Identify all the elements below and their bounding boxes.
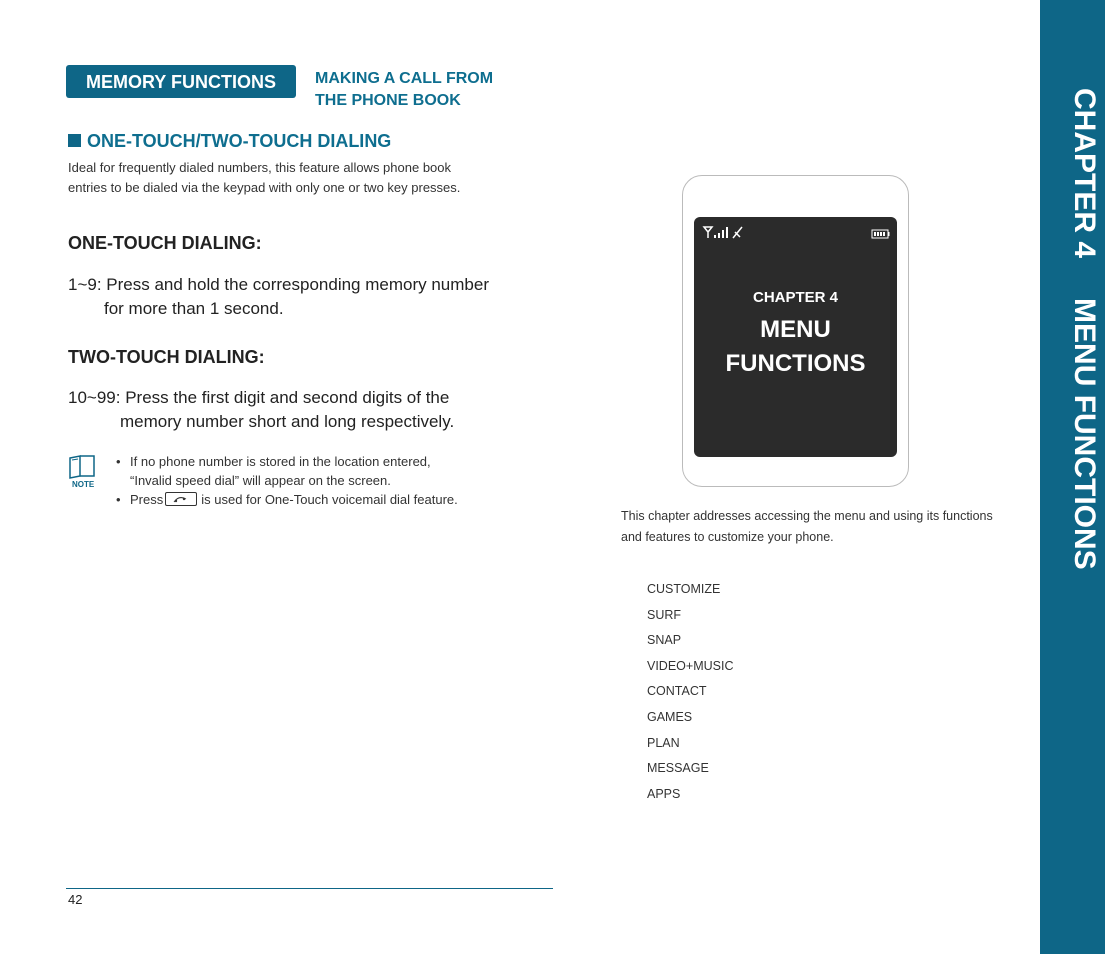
chapter-description: This chapter addresses accessing the menu and using its functions and features to customize your phone.	[621, 509, 993, 544]
menu-list-item: VIDEO+MUSIC	[647, 658, 734, 673]
one-touch-prefix: 1~9:	[68, 275, 102, 294]
menu-list-item: APPS	[647, 786, 681, 801]
feature-heading-text: ONE-TOUCH/TWO-TOUCH DIALING	[87, 131, 392, 151]
note-text-1: If no phone number is stored in the location entered, “Invalid speed dial” will appear on the screen.	[130, 454, 431, 488]
menu-list-item: SNAP	[647, 633, 682, 648]
side-chapter-name: MENU FUNCTIONS	[1068, 298, 1101, 570]
note-item-1: • If no phone number is stored in the location entered, “Invalid speed dial” will appear on the screen.	[116, 452, 476, 490]
screen-title-line1: MENU	[760, 316, 831, 343]
one-touch-line2: for more than 1 second.	[104, 299, 284, 318]
two-touch-heading: TWO-TOUCH DIALING:	[68, 347, 265, 367]
square-bullet-icon	[68, 134, 81, 147]
one-touch-heading: ONE-TOUCH DIALING:	[68, 233, 262, 253]
side-chapter-label: CHAPTER 4	[1068, 88, 1101, 259]
signal-icon	[702, 223, 762, 241]
section-title-line1: MAKING A CALL FROM	[315, 70, 494, 87]
two-touch-line2: memory number short and long respectively.	[120, 412, 455, 431]
two-touch-instruction	[68, 386, 449, 410]
phone-screen	[694, 217, 897, 457]
menu-list-item: CONTACT	[647, 684, 707, 699]
one-touch-line1: Press and hold the corresponding memory number	[106, 275, 489, 294]
feature-heading	[68, 131, 391, 152]
page-number: 42	[68, 892, 83, 907]
menu-list-item: CUSTOMIZE	[647, 582, 721, 596]
menu-list-item: GAMES	[647, 709, 693, 724]
note-icon	[66, 454, 100, 490]
note-text-2	[130, 490, 476, 509]
chapter-section-tab: MEMORY FUNCTIONS	[66, 65, 296, 98]
screen-title	[694, 313, 897, 381]
side-chapter-title	[1045, 88, 1101, 570]
screen-chapter-label: CHAPTER 4	[752, 289, 838, 306]
two-touch-line1: Press the first digit and second digits of the	[125, 388, 450, 407]
intro-paragraph: Ideal for frequently dialed numbers, this feature allows phone book entries to be dialed via the keypad with only one or two key presses.	[68, 160, 461, 195]
menu-list-item: PLAN	[647, 735, 680, 750]
battery-icon	[871, 226, 890, 236]
two-touch-prefix: 10~99:	[68, 388, 121, 407]
section-title	[315, 68, 535, 112]
voicemail-key-icon	[165, 492, 197, 506]
footer-rule	[66, 888, 553, 889]
screen-title-line2: FUNCTIONS	[725, 350, 866, 377]
section-title-line2: THE PHONE BOOK	[315, 92, 461, 109]
menu-list-item: MESSAGE	[647, 761, 709, 776]
menu-list	[647, 577, 733, 807]
note-item-2: • Press is used for One-Touch voicemail dial feature.	[116, 490, 476, 509]
note2-after: is used for One-Touch voicemail dial feature.	[201, 492, 458, 507]
one-touch-instruction	[68, 273, 489, 297]
note-label: NOTE	[72, 480, 95, 489]
note2-before: Press	[130, 492, 164, 507]
menu-list-item: SURF	[647, 607, 682, 622]
